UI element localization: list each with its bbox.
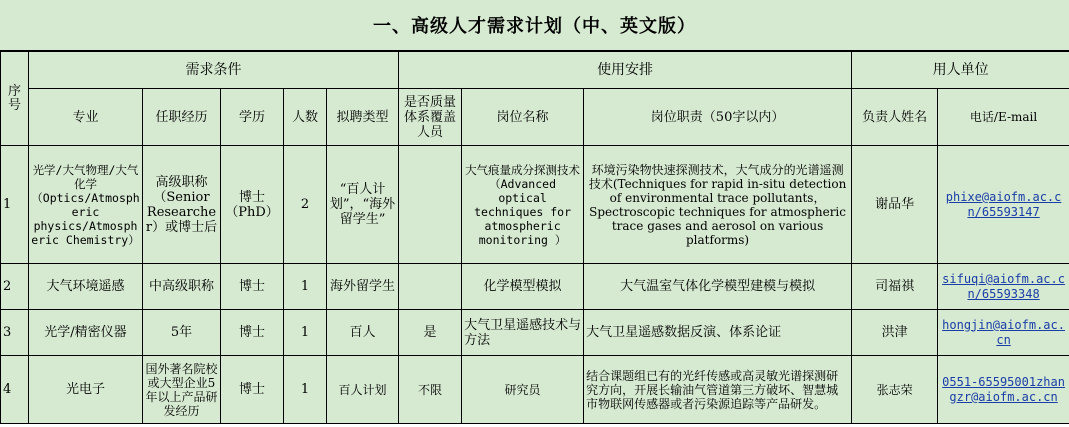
table-row xyxy=(1,310,1069,356)
talent-plan-table xyxy=(0,51,1069,424)
cell-position: 大气卫星遥感技术与方法 xyxy=(462,310,584,356)
cell-position: 研究员 xyxy=(462,356,584,424)
cell-duty: 大气卫星遥感数据反演、体系论证 xyxy=(584,310,852,356)
cell-count: 1 xyxy=(284,356,327,424)
cell-major: 光学/精密仪器 xyxy=(29,310,143,356)
cell-experience: 高级职称（Senior Researcher）或博士后 xyxy=(143,146,221,264)
col-phone-header: 电话/E-mail xyxy=(938,89,1069,146)
cell-hire-type: 百人计划 xyxy=(327,356,399,424)
col-position-header: 岗位名称 xyxy=(462,89,584,146)
cell-major: 光学/大气物理/大气化学（Optics/Atmospheric physics/Atmospheric Chemistry） xyxy=(29,146,143,264)
cell-degree: 博士 xyxy=(221,356,284,424)
cell-hire-type: “百人计划”，“海外留学生” xyxy=(327,146,399,264)
cell-quality-cover: 不限 xyxy=(399,356,462,424)
cell-quality-cover xyxy=(399,146,462,264)
table-row xyxy=(1,146,1069,264)
table-row xyxy=(1,264,1069,310)
cell-seq: 1 xyxy=(1,146,29,264)
cell-duty: 环境污染物快速探测技术，大气成分的光谱遥测技术(Techniques for rapid in-situ detection of environmental trace pollutants，Spectroscopic techniques for atmospheric trace gases and aerosol on various platforms) xyxy=(584,146,852,264)
cell-phone-email-link[interactable]: phixe@aiofm.ac.cn/65593147 xyxy=(938,146,1069,264)
cell-contact-name: 张志荣 xyxy=(852,356,938,424)
cell-phone-email-link[interactable]: hongjin@aiofm.ac.cn xyxy=(938,310,1069,356)
cell-major: 光电子 xyxy=(29,356,143,424)
cell-position: 化学模型模拟 xyxy=(462,264,584,310)
col-experience-header: 任职经历 xyxy=(143,89,221,146)
cell-count: 1 xyxy=(284,310,327,356)
col-duty-header: 岗位职责（50字以内） xyxy=(584,89,852,146)
col-major-header: 专业 xyxy=(29,89,143,146)
cell-count: 1 xyxy=(284,264,327,310)
cell-contact-name: 司福祺 xyxy=(852,264,938,310)
col-hire-type-header: 拟聘类型 xyxy=(327,89,399,146)
cell-experience: 中高级职称 xyxy=(143,264,221,310)
cell-degree: 博士 xyxy=(221,310,284,356)
cell-experience: 5年 xyxy=(143,310,221,356)
col-degree-header: 学历 xyxy=(221,89,284,146)
cell-phone-email-link[interactable]: 0551-65595001zhangzr@aiofm.ac.cn xyxy=(938,356,1069,424)
col-count-header: 人数 xyxy=(284,89,327,146)
cell-position: 大气痕量成分探测技术（Advanced optical techniques for atmospheric monitoring ） xyxy=(462,146,584,264)
group-requirements: 需求条件 xyxy=(29,52,399,89)
group-employer: 用人单位 xyxy=(852,52,1069,89)
cell-seq: 2 xyxy=(1,264,29,310)
column-header-row xyxy=(1,89,1069,146)
cell-hire-type: 海外留学生 xyxy=(327,264,399,310)
group-header-row xyxy=(1,52,1069,89)
cell-quality-cover: 是 xyxy=(399,310,462,356)
cell-major: 大气环境遥感 xyxy=(29,264,143,310)
col-quality-cover-header: 是否质量体系覆盖人员 xyxy=(399,89,462,146)
sheet-title: 一、高级人才需求计划（中、英文版） xyxy=(0,0,1069,51)
group-arrangement: 使用安排 xyxy=(399,52,852,89)
cell-experience: 国外著名院校或大型企业5年以上产品研发经历 xyxy=(143,356,221,424)
cell-duty: 大气温室气体化学模型建模与模拟 xyxy=(584,264,852,310)
cell-hire-type: 百人 xyxy=(327,310,399,356)
cell-degree: 博士 xyxy=(221,264,284,310)
cell-contact-name: 谢品华 xyxy=(852,146,938,264)
cell-phone-email-link[interactable]: sifuqi@aiofm.ac.cn/65593348 xyxy=(938,264,1069,310)
cell-seq: 4 xyxy=(1,356,29,424)
col-contact-name-header: 负责人姓名 xyxy=(852,89,938,146)
cell-quality-cover xyxy=(399,264,462,310)
cell-degree: 博士（PhD） xyxy=(221,146,284,264)
cell-seq: 3 xyxy=(1,310,29,356)
cell-count: 2 xyxy=(284,146,327,264)
table-row xyxy=(1,356,1069,424)
col-seq-header: 序号 xyxy=(1,52,29,146)
cell-contact-name: 洪津 xyxy=(852,310,938,356)
cell-duty: 结合课题组已有的光纤传感或高灵敏光谱探测研究方向，开展长输油气管道第三方破坏、智慧城市物联网传感器或者污染源追踪等产品研发。 xyxy=(584,356,852,424)
